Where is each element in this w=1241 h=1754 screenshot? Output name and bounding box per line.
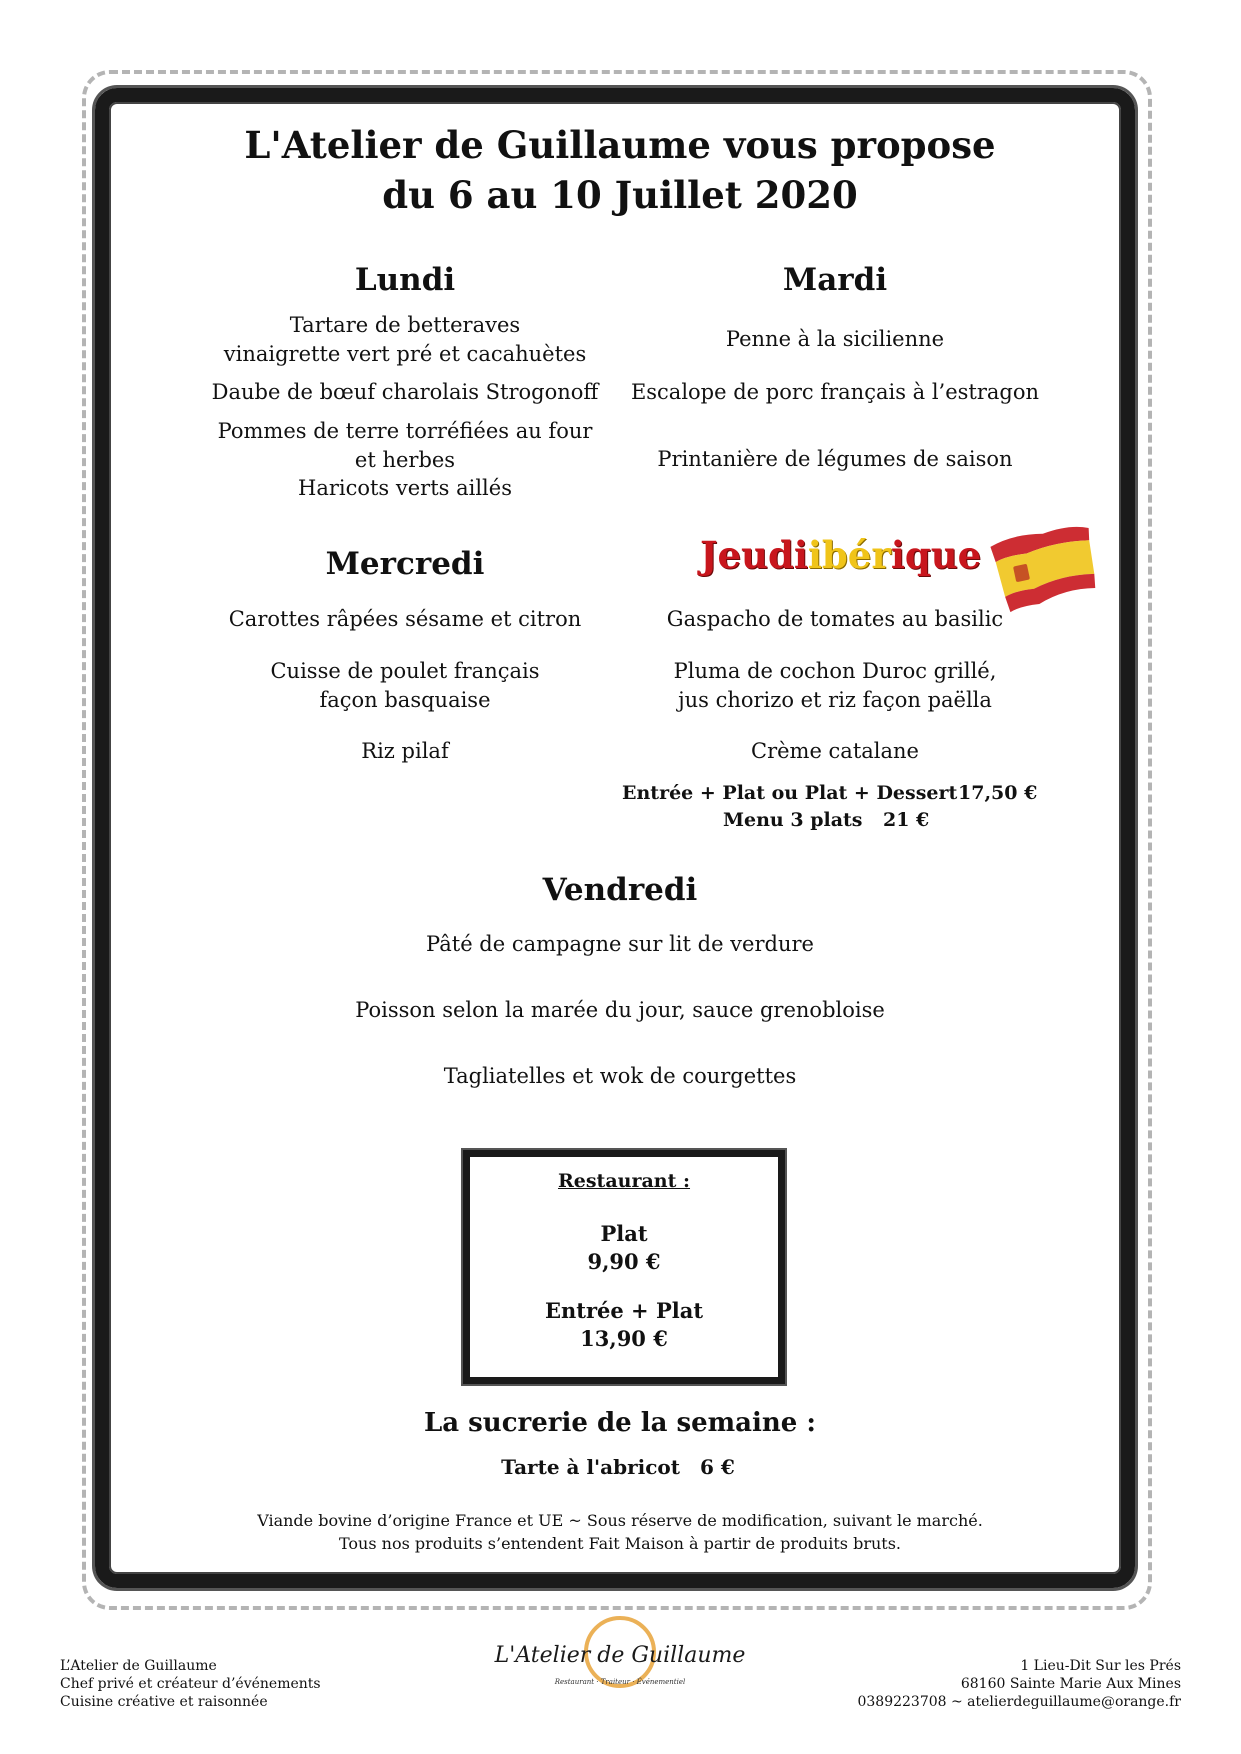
- vendredi-item: Poisson selon la marée du jour, sauce grenobloise: [355, 998, 885, 1022]
- jeudi-item: Crème catalane: [751, 739, 919, 763]
- footer-role: Chef privé et créateur d’événements: [60, 1676, 321, 1692]
- mercredi-item: Cuisse de poulet français: [270, 659, 540, 683]
- mercredi-item: Carottes râpées sésame et citron: [228, 607, 582, 631]
- jeudi-price1-label: Entrée + Plat ou Plat + Dessert: [622, 782, 958, 804]
- mardi-item: Printanière de légumes de saison: [657, 447, 1013, 471]
- sucrerie-price: 6 €: [700, 1455, 735, 1479]
- mercredi-item: façon basquaise: [319, 688, 491, 712]
- jeudi-part1: Jeudi: [700, 533, 808, 577]
- footer-left: [60, 1657, 321, 1711]
- restaurant-plat-label: Plat: [600, 1221, 648, 1246]
- restaurant-combo-price: 13,90 €: [580, 1326, 668, 1351]
- jeudi-price2-value: 21 €: [883, 809, 930, 831]
- day-lundi: Lundi: [354, 262, 456, 298]
- note-line1: Viande bovine d’origine France et UE ~ Sous réserve de modification, suivant le marché.: [257, 1511, 983, 1530]
- mardi-item: Penne à la sicilienne: [725, 327, 945, 351]
- jeudi-price1-value: 17,50 €: [958, 782, 1038, 804]
- sucrerie-heading: La sucrerie de la semaine :: [423, 1408, 817, 1438]
- vendredi-item: Pâté de campagne sur lit de verdure: [426, 932, 814, 956]
- note-line2: Tous nos produits s’entendent Fait Maison à partir de produits bruts.: [338, 1534, 902, 1553]
- day-mercredi: Mercredi: [325, 546, 485, 582]
- lundi-item: Daube de bœuf charolais Strogonoff: [211, 380, 599, 404]
- logo-name: L'Atelier de Guillaume: [494, 1643, 746, 1668]
- atelier-logo: [494, 1612, 746, 1707]
- footer-address2: 68160 Sainte Marie Aux Mines: [960, 1676, 1181, 1692]
- footer-company: L’Atelier de Guillaume: [60, 1658, 217, 1674]
- restaurant-plat-price: 9,90 €: [587, 1249, 661, 1274]
- day-jeudi-iberique: [700, 533, 981, 577]
- mardi-item: Escalope de porc français à l’estragon: [630, 380, 1040, 404]
- jeudi-item: Gaspacho de tomates au basilic: [666, 607, 1004, 631]
- title-line2: du 6 au 10 Juillet 2020: [382, 173, 858, 217]
- lundi-item: Tartare de betteraves: [289, 313, 521, 337]
- footer-right: [857, 1657, 1181, 1711]
- footer-address1: 1 Lieu-Dit Sur les Prés: [1020, 1658, 1181, 1674]
- day-vendredi: Vendredi: [542, 872, 698, 908]
- jeudi-item: jus chorizo et riz façon paëlla: [678, 688, 992, 712]
- jeudi-part3: ique: [890, 533, 982, 577]
- menu-title: [200, 120, 1040, 220]
- vendredi-item: Tagliatelles et wok de courgettes: [443, 1064, 797, 1088]
- footer-contact: 0389223708 ~ atelierdeguillaume@orange.fr: [857, 1694, 1181, 1710]
- restaurant-combo-label: Entrée + Plat: [544, 1298, 704, 1323]
- lundi-item: Pommes de terre torréfiées au four: [217, 419, 593, 443]
- lundi-item: Haricots verts aillés: [298, 476, 512, 500]
- jeudi-price-line1: [610, 779, 1070, 808]
- lundi-item: vinaigrette vert pré et cacahuètes: [223, 342, 587, 366]
- restaurant-heading: Restaurant :: [557, 1170, 691, 1192]
- jeudi-price2-label: Menu 3 plats: [723, 809, 863, 831]
- mercredi-item: Riz pilaf: [361, 739, 449, 763]
- footer-tagline: Cuisine créative et raisonnée: [60, 1694, 268, 1710]
- jeudi-item: Pluma de cochon Duroc grillé,: [673, 659, 997, 683]
- lundi-item: et herbes: [354, 448, 456, 472]
- logo-tagline: Restaurant · Traiteur · Événementiel: [554, 1678, 686, 1686]
- jeudi-price-line2: [610, 806, 1070, 835]
- sucrerie-item: Tarte à l'abricot: [501, 1455, 680, 1479]
- day-mardi: Mardi: [782, 262, 888, 298]
- title-line1: L'Atelier de Guillaume vous propose: [244, 123, 996, 167]
- jeudi-part2: ibér: [807, 533, 891, 577]
